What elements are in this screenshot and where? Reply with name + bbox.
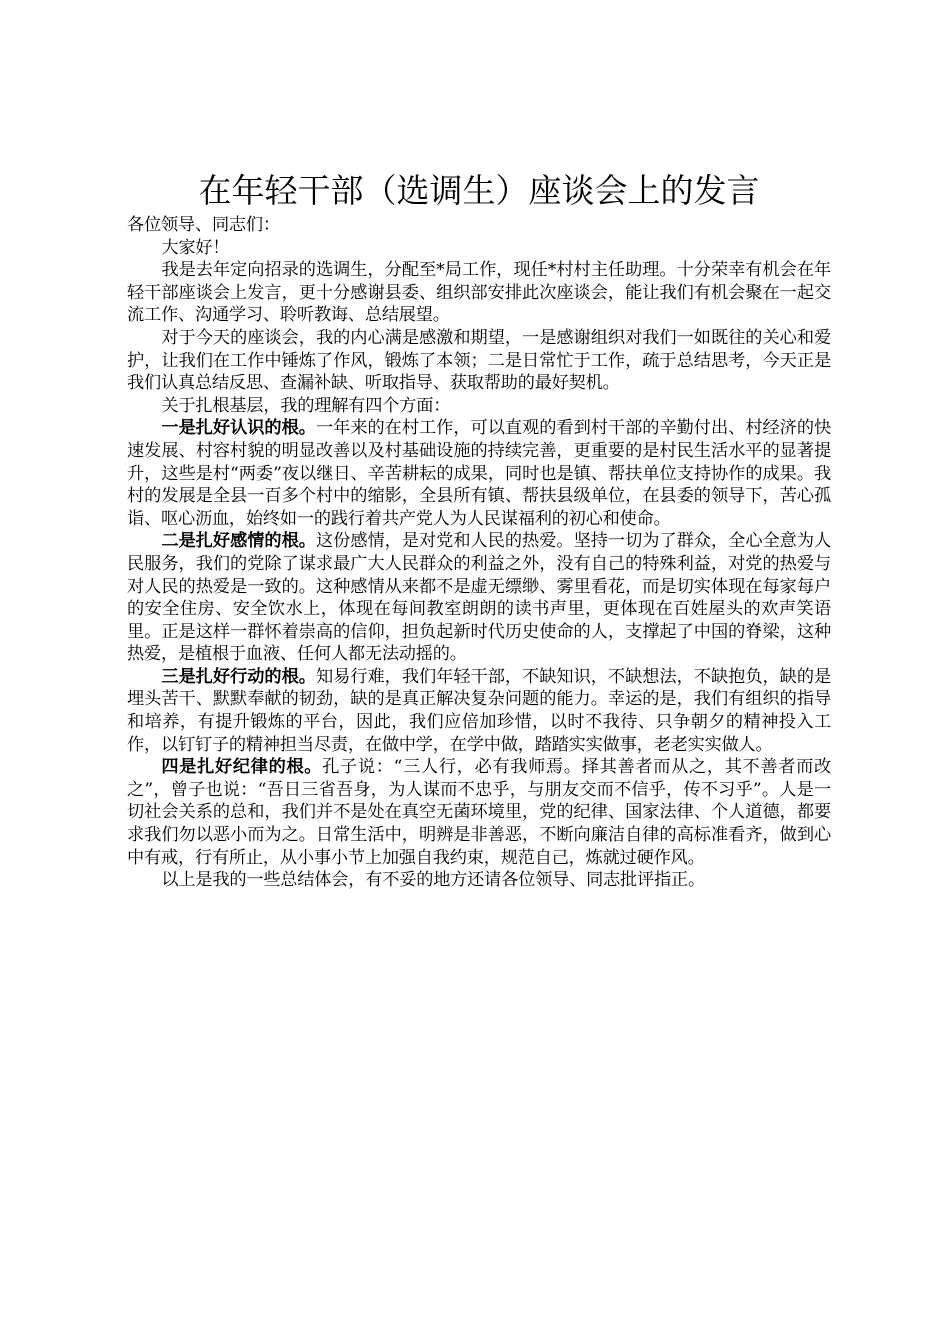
paragraph-point-2: [127, 530, 831, 666]
document-title: 在年轻干部（选调生）座谈会上的发言: [198, 171, 760, 210]
paragraph-lead: 一是扎好认识的根。: [161, 418, 316, 439]
paragraph-text: 一年来的在村工作，可以直观的看到村干部的辛勤付出、村经济的快速发展、村容村貌的明显改善以及村基础设施的持续完善，更重要的是村民生活水平的显著提升，这些是村“两委”夜以继日、辛苦耕耘的成果，同时也是镇、帮扶单位支持协作的成果。我村的发展是全县一百多个村中的缩影，全县所有镇、帮扶县级单位，在县委的领导下，苦心孤诣、呕心沥血，始终如一的践行着共产党人为人民谋福利的初心和使命。: [127, 418, 831, 529]
paragraph-text: 这份感情，是对党和人民的热爱。坚持一切为了群众，全心全意为人民服务，我们的党除了谋求最广大人民群众的利益之外，没有自己的特殊利益，对党的热爱与对人民的热爱是一致的。这种感情从来都不是虚无缥缈、雾里看花，而是切实体现在每家每户的安全住房、安全饮水上，体现在每间教室朗朗的读书声里，更体现在百姓屋头的欢声笑语里。正是这样一群怀着崇高的信仰，担负起新时代历史使命的人，支撑起了中国的脊梁，这种热爱，是植根于血液、任何人都无法动摇的。: [127, 531, 831, 665]
paragraph-closing: [127, 869, 831, 892]
paragraph-lead: 四是扎好纪律的根。: [161, 757, 323, 778]
paragraph-text: 关于扎根基层，我的理解有四个方面：: [161, 395, 451, 416]
paragraph-point-4: [127, 756, 831, 869]
salutation: 各位领导、同志们：: [127, 215, 280, 235]
paragraph-intro: [127, 259, 831, 327]
paragraph-text: 对于今天的座谈会，我的内心满是感激和期望，一是感谢组织对我们一如既往的关心和爱护，让我们在工作中锤炼了作风，锻炼了本领；二是日常忙于工作，疏于总结思考，今天正是我们认真总结反思、查漏补缺、听取指导、获取帮助的最好契机。: [127, 327, 831, 394]
greeting: 大家好！: [161, 237, 230, 258]
document-page: [127, 168, 831, 892]
paragraph-lead: 二是扎好感情的根。: [161, 531, 316, 552]
paragraph-text: 知易行难，我们年轻干部，不缺知识，不缺想法，不缺抱负，缺的是埋头苦干、默默奉献的韧劲，缺的是真正解决复杂问题的能力。幸运的是，我们有组织的指导和培养，有提升锻炼的平台，因此，我们应倍加珍惜，以时不我待、只争朝夕的精神投入工作，以钉钉子的精神担当尽责，在做中学，在学中做，踏踏实实做事，老老实实做人。: [127, 666, 831, 755]
paragraph-text: 我是去年定向招录的选调生，分配至*局工作，现任*村村主任助理。十分荣幸有机会在年轻干部座谈会上发言，更十分感谢县委、组织部安排此次座谈会，能让我们有机会聚在一起交流工作、沟通学习、聆听教诲、总结展望。: [127, 260, 831, 326]
paragraph-text: 以上是我的一些总结体会，有不妥的地方还请各位领导、同志批评指正。: [161, 870, 705, 891]
paragraph-overview: [127, 395, 831, 418]
document-body: [127, 214, 831, 892]
paragraph-point-1: [127, 417, 831, 530]
paragraph-text: 孔子说：“三人行，必有我师焉。择其善者而从之，其不善者而改之”，曾子也说：“吾日三省吾身，为人谋而不忠乎，与朋友交而不信乎，传不习乎”。人是一切社会关系的总和，我们并不是处在真空无菌环境里，党的纪律、国家法律、个人道德，都要求我们勿以恶小而为之。日常生活中，明辨是非善恶，不断向廉洁自律的高标准看齐，做到心中有戒，行有所止，从小事小节上加强自我约束，规范自己，炼就过硬作风。: [127, 757, 831, 868]
paragraph-lead: 三是扎好行动的根。: [161, 666, 316, 687]
paragraph-gratitude: [127, 327, 831, 395]
paragraph-point-3: [127, 666, 831, 756]
